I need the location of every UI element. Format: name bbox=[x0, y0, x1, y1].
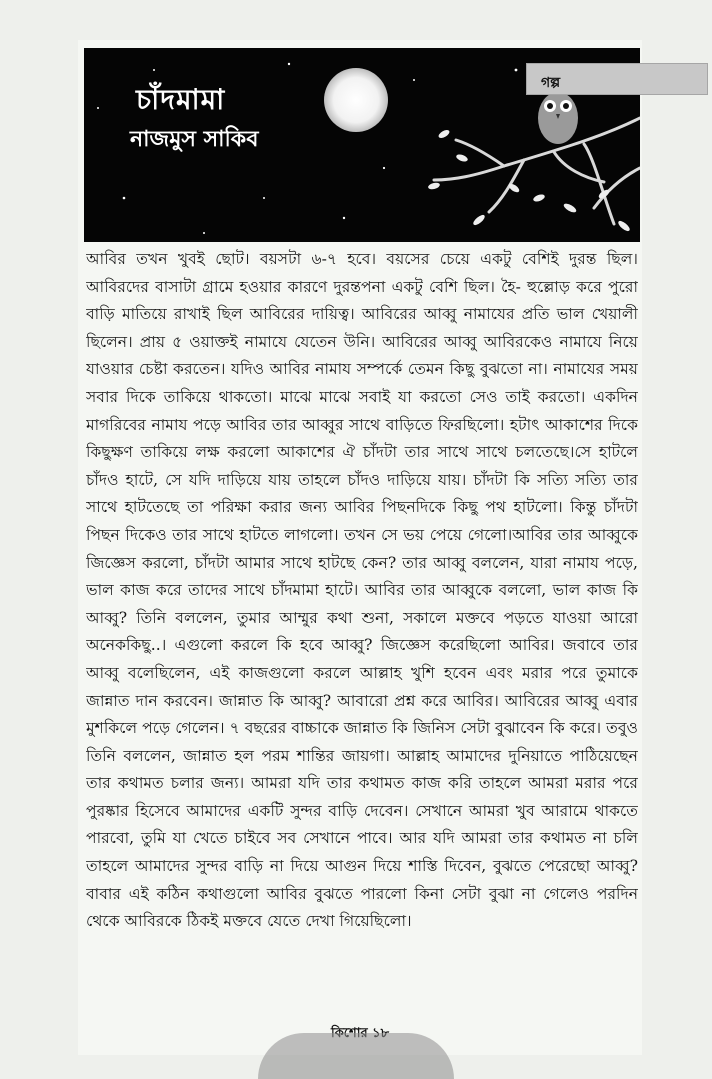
owl-graphic bbox=[538, 92, 578, 144]
category-tag: গল্প bbox=[526, 63, 708, 95]
story-title: চাঁদমামা bbox=[136, 83, 226, 116]
author-name: নাজমুস সাকিব bbox=[130, 127, 259, 152]
moon-graphic bbox=[324, 68, 388, 132]
scroll-handle[interactable] bbox=[258, 1033, 454, 1079]
tree-branch-graphic bbox=[434, 118, 640, 224]
story-body: আবির তখন খুবই ছোট। বয়সটা ৬-৭ হবে। বয়সের চেয়ে একটু বেশিই দুরন্ত ছিল। আবিরদের বাসাটা গ্রামে হওয়ার কারণে দুরন্তপনা একটু বেশি ছিল। হৈ- হুল্লোড় করে পুরো বাড়ি মাতিয়ে রাখাই ছিল আবিরের দায়িত্ব। আবিরের আব্বু নামাযের প্রতি ভাল খেয়ালী ছিলেন। প্রায় ৫ ওয়াক্তই নামাযে যেতেন উনি। আবিরের আব্বু আবিরকেও নামাযে নিয়ে যাওয়ার চেষ্টা করতেন। যদিও আবির নামায সম্পর্কে তেমন কিছু বুঝতো না। নামাযের সময় সবার দিকে তাকিয়ে থাকতো। মাঝে মাঝে সবাই যা করতো সেও তাই করতো। একদিন মাগরিবের নামায পড়ে আবির তার আব্বুর সাথে বাড়িতে ফিরছিলো। হটাৎ আকাশের দিকে কিছুক্ষণ তাকিয়ে লক্ষ করলো আকাশের ঐ চাঁদটা তার সাথে সাথে চলতেছে।সে হাটলে চাঁদও হাটে, সে যদি দাড়িয়ে যায় তাহলে চাঁদও দাড়িয়ে যায়। চাঁদটা কি সত্যি সত্যি তার সাথে হাটতেছে তা পরিক্ষা করার জন্য আবির পিছনদিকে কিছু পথ হাটলো। কিন্তু চাঁদটা পিছন দিকেও তার সাথে হাটতে লাগলো। তখন সে ভয় পেয়ে গেলো।আবির তার আব্বুকে জিজ্ঞেস করলো, চাঁদটা আমার সাথে হাটছে কেন? তার আব্বু বললেন, যারা নামায পড়ে, ভাল কাজ করে তাদের সাথে চাঁদমামা হাটে। আবির তার আব্বুকে বললো, ভাল কাজ কি আব্বু? তিনি বললেন, তুমার আম্মুর কথা শুনা, সকালে মক্তবে পড়তে যাওয়া আরো অনেককিছু..। এগুলো করলে কি হবে আব্বু? জিজ্ঞেস করেছিলো আবির। জবাবে তার আব্বু বলেছিলেন, এই কাজগুলো করলে আল্লাহ খুশি হবেন এবং মরার পরে তুমাকে জান্নাত দান করবেন। জান্নাত কি আব্বু? আবারো প্রশ্ন করে আবির। আবিরের আব্বু এবার মুশকিলে পড়ে গেলেন। ৭ বছরের বাচ্চাকে জান্নাত কি জিনিস সেটা বুঝাবেন কি করে। তবুও তিনি বললেন, জান্নাত হল পরম শান্তির জায়গা। আল্লাহ আমাদের দুনিয়াতে পাঠিয়েছেন তার কথামত চলার জন্য। আমরা যদি তার কথামত কাজ করি তাহলে আমরা মরার পরে পুরষ্কার হিসেবে আমাদের একটি সুন্দর বাড়ি দেবেন। সেখানে আমরা খুব আরামে থাকতে পারবো, তুমি যা খেতে চাইবে সব সেখানে পাবে। আর যদি আমরা তার কথামত না চলি তাহলে আমাদের সুন্দর বাড়ি না দিয়ে আগুন দিয়ে শাস্তি দিবেন, বুঝতে পেরেছো আব্বু? বাবার এই কঠিন কথাগুলো আবির বুঝতে পারলো কিনা সেটা বুঝা না গেলেও পরদিন থেকে আবিরকে ঠিকই মক্তবে যেতে দেখা গিয়েছিলো। bbox=[86, 250, 638, 931]
